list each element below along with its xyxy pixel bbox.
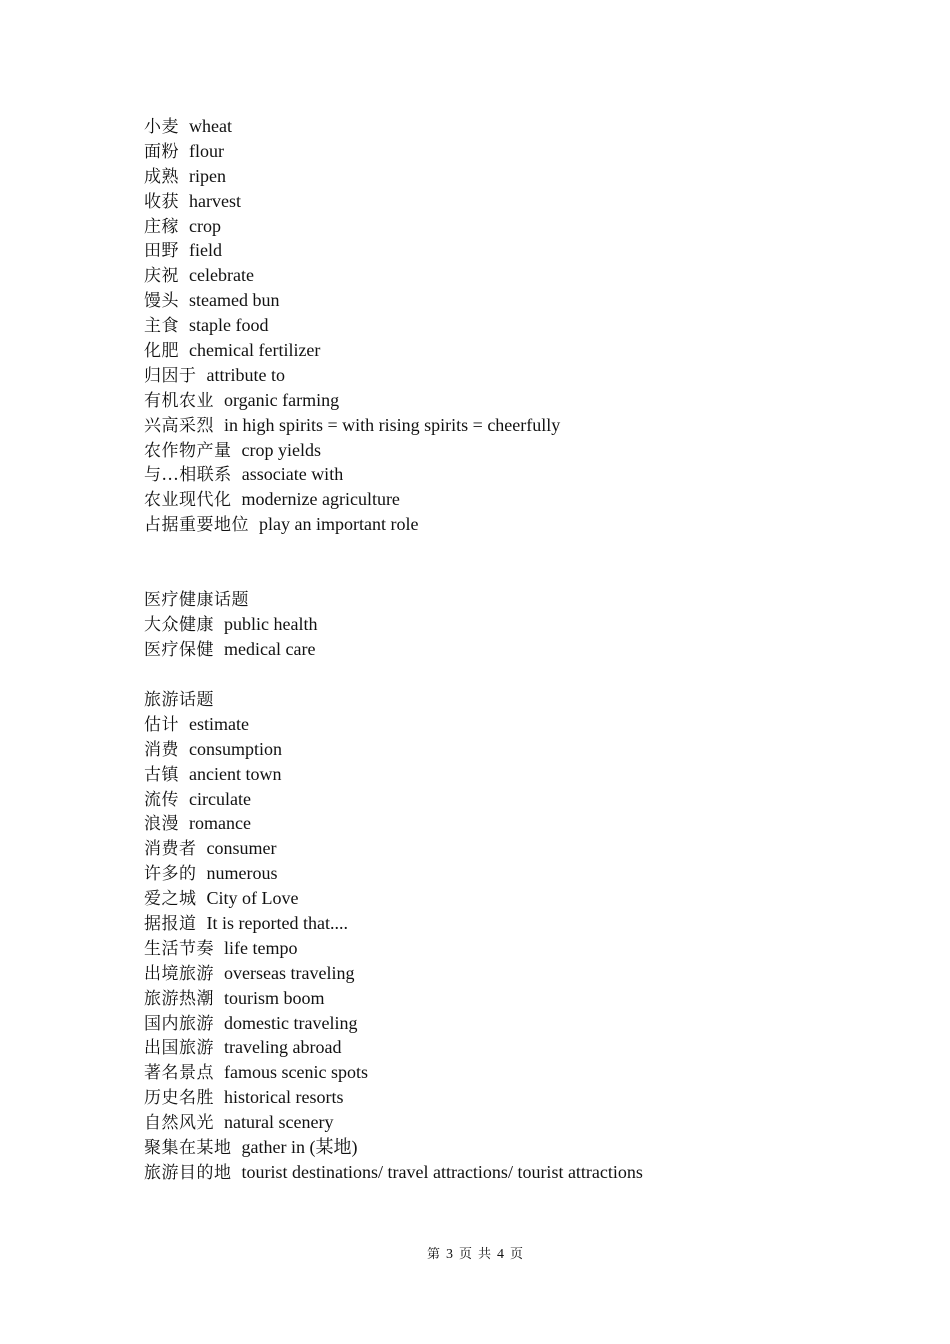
vocab-item (144, 787, 904, 812)
vocab-en: field (189, 240, 222, 261)
vocab-zh: 面粉 (144, 141, 179, 162)
vocab-en: crop yields (241, 439, 321, 460)
vocab-item (144, 462, 904, 487)
vocab-en: associate with (241, 464, 344, 485)
vocab-item (144, 114, 904, 139)
vocab-zh: 历史名胜 (144, 1088, 214, 1109)
vocab-zh: 出境旅游 (144, 963, 214, 984)
vocab-zh: 馒头 (144, 291, 179, 312)
vocab-zh: 小麦 (144, 117, 179, 137)
vocab-en: traveling abroad (224, 1037, 342, 1058)
vocab-item (144, 811, 904, 836)
vocab-item (144, 238, 904, 263)
vocab-item (144, 288, 904, 313)
vocab-item (144, 861, 904, 886)
section-title: 医疗健康话题 (144, 590, 249, 610)
vocab-zh: 著名景点 (144, 1063, 214, 1084)
agriculture-vocab-list (144, 114, 904, 537)
vocab-zh: 爱之城 (144, 889, 197, 910)
vocab-item (144, 413, 904, 438)
vocab-en: staple food (189, 315, 269, 336)
vocab-en: steamed bun (189, 290, 280, 311)
vocab-zh: 国内旅游 (144, 1013, 214, 1034)
page-footer (0, 1245, 950, 1265)
vocab-zh: 主食 (144, 316, 179, 337)
vocab-zh: 自然风光 (144, 1113, 214, 1134)
vocab-item (144, 139, 904, 164)
vocab-en: numerous (206, 863, 278, 884)
vocab-zh: 占据重要地位 (144, 515, 249, 536)
vocab-en: ripen (189, 165, 226, 186)
vocab-en: play an important role (259, 514, 419, 535)
vocab-zh: 化肥 (144, 341, 179, 362)
vocab-item (144, 1035, 904, 1060)
vocab-zh: 成熟 (144, 166, 179, 187)
vocab-en: crop (189, 215, 221, 236)
vocab-item (144, 1085, 904, 1110)
vocab-item (144, 363, 904, 388)
vocab-item (144, 313, 904, 338)
vocab-item (144, 164, 904, 189)
vocab-zh: 农作物产量 (144, 440, 232, 461)
vocab-zh: 消费 (144, 739, 179, 760)
vocab-en: in high spirits = with rising spirits = cheerfully (224, 414, 561, 435)
health-vocab-list (144, 587, 904, 662)
section-heading-travel (144, 687, 904, 712)
footer-current-page: 3 (445, 1247, 453, 1262)
vocab-en: harvest (189, 190, 241, 211)
vocab-zh: 浪漫 (144, 814, 179, 835)
vocab-en: circulate (189, 788, 251, 809)
vocab-zh: 田野 (144, 241, 179, 262)
section-heading-health (144, 587, 904, 612)
vocab-item (144, 388, 904, 413)
vocab-en: consumer (206, 838, 277, 859)
vocab-en: historical resorts (224, 1087, 344, 1108)
vocab-item (144, 189, 904, 214)
vocab-item (144, 961, 904, 986)
vocab-zh: 旅游目的地 (144, 1162, 232, 1183)
vocab-en: consumption (189, 738, 282, 759)
vocab-en: organic farming (224, 389, 340, 410)
footer-total-pages: 4 (497, 1247, 505, 1262)
footer-suffix: 页 (510, 1247, 524, 1262)
vocab-zh: 聚集在某地 (144, 1138, 232, 1159)
vocab-en: overseas traveling (224, 962, 355, 983)
vocab-item (144, 487, 904, 512)
vocab-item (144, 1160, 904, 1185)
vocab-en: ancient town (189, 763, 282, 784)
vocab-item (144, 737, 904, 762)
vocab-en: life tempo (224, 937, 298, 958)
vocab-item (144, 762, 904, 787)
vocab-item (144, 263, 904, 288)
vocab-zh: 消费者 (144, 839, 197, 860)
vocab-en: gather in (某地) (241, 1137, 358, 1158)
vocab-zh: 许多的 (144, 864, 197, 885)
vocab-zh: 兴高采烈 (144, 415, 214, 436)
vocab-en: domestic traveling (224, 1012, 358, 1033)
vocab-en: estimate (189, 713, 249, 734)
vocab-en: celebrate (189, 265, 254, 286)
vocab-en: modernize agriculture (241, 489, 400, 510)
vocab-en: tourist destinations/ travel attractions/ tourist attractions (241, 1161, 643, 1182)
vocab-item (144, 1135, 904, 1160)
vocab-en: natural scenery (224, 1112, 334, 1133)
vocab-zh: 大众健康 (144, 614, 214, 635)
vocab-en: tourism boom (224, 987, 325, 1008)
vocab-en: wheat (189, 116, 232, 136)
travel-vocab-list (144, 687, 904, 1185)
vocab-en: famous scenic spots (224, 1062, 368, 1083)
vocab-zh: 农业现代化 (144, 490, 232, 511)
vocab-zh: 据报道 (144, 914, 197, 935)
vocab-zh: 生活节奏 (144, 938, 214, 959)
footer-page-word: 页 (458, 1247, 472, 1262)
vocab-zh: 有机农业 (144, 390, 214, 411)
vocab-item (144, 1110, 904, 1135)
vocab-item (144, 1011, 904, 1036)
vocab-zh: 估计 (144, 714, 179, 735)
vocab-zh: 归因于 (144, 365, 197, 386)
vocab-item (144, 612, 904, 637)
vocab-en: romance (189, 813, 251, 834)
vocab-item (144, 1060, 904, 1085)
vocab-zh: 庄稼 (144, 216, 179, 237)
vocab-zh: 医疗保健 (144, 639, 214, 660)
vocab-zh: 收获 (144, 191, 179, 212)
vocab-zh: 古镇 (144, 764, 179, 785)
vocab-item (144, 512, 904, 537)
vocab-item (144, 438, 904, 463)
vocab-item (144, 886, 904, 911)
footer-prefix: 第 (426, 1247, 440, 1262)
vocab-item (144, 911, 904, 936)
section-title: 旅游话题 (144, 690, 214, 710)
vocab-zh: 与...相联系 (144, 465, 232, 486)
vocab-item (144, 338, 904, 363)
vocab-en: It is reported that.... (206, 913, 348, 934)
vocab-item (144, 637, 904, 662)
vocab-en: attribute to (206, 364, 285, 385)
vocab-en: City of Love (206, 888, 299, 909)
vocab-item (144, 712, 904, 737)
vocab-item (144, 214, 904, 239)
vocab-en: chemical fertilizer (189, 340, 321, 361)
vocab-en: flour (189, 140, 224, 161)
vocab-zh: 庆祝 (144, 266, 179, 287)
vocab-item (144, 986, 904, 1011)
vocab-item (144, 936, 904, 961)
vocab-en: medical care (224, 638, 316, 659)
vocab-item (144, 836, 904, 861)
vocab-zh: 旅游热潮 (144, 988, 214, 1009)
vocab-zh: 出国旅游 (144, 1038, 214, 1059)
vocab-zh: 流传 (144, 789, 179, 810)
footer-total-word: 共 (478, 1247, 492, 1262)
vocab-en: public health (224, 613, 318, 634)
